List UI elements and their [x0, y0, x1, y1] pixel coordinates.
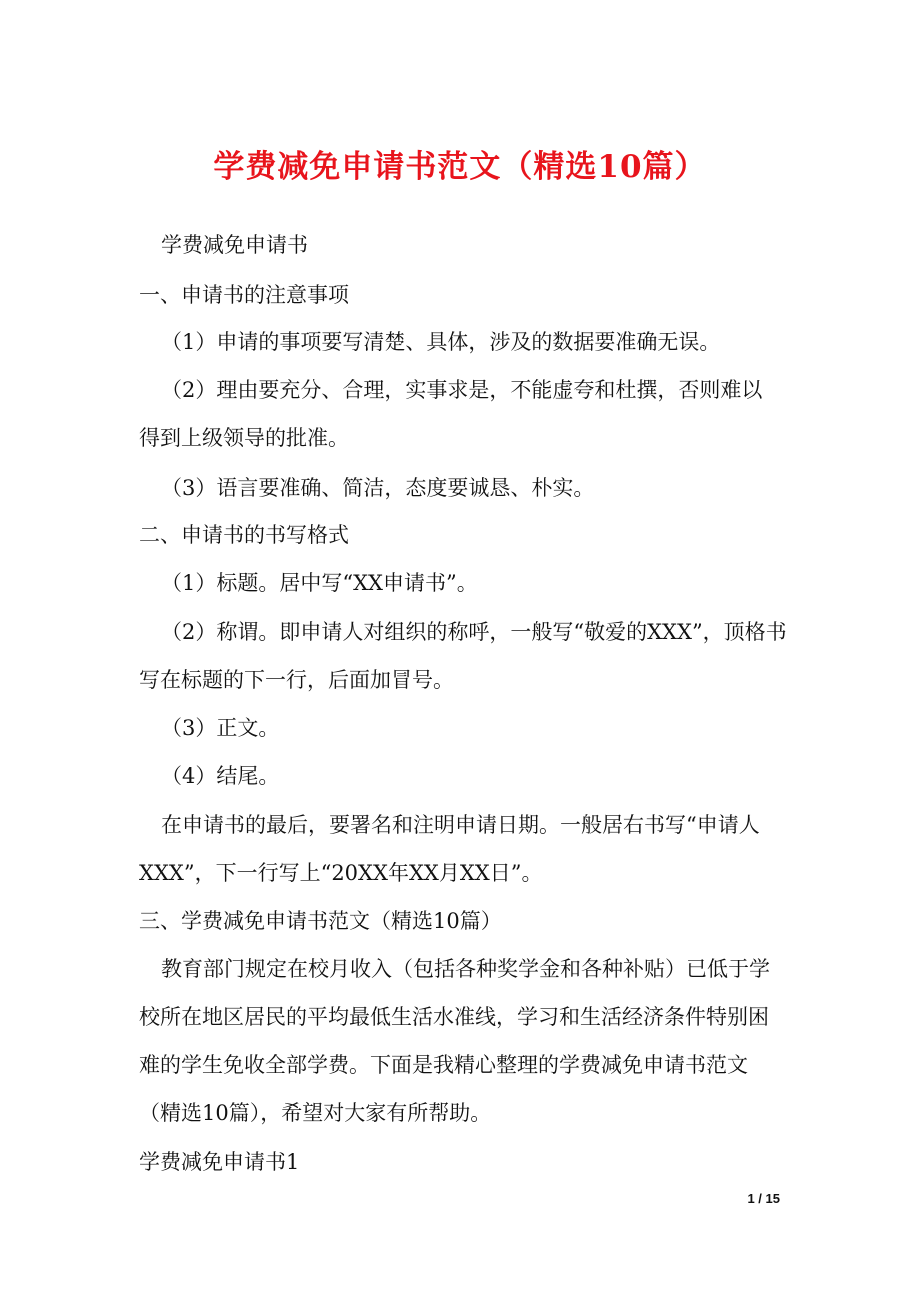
- document-title: 学费减免申请书范文（精选10篇）: [213, 149, 707, 185]
- heading-notes: 一、申请书的注意事项: [139, 283, 349, 307]
- closing-paragraph: 在申请书的最后，要署名和注明申请日期。一般居右书写“申请人: [161, 813, 760, 837]
- closing-paragraph-continued: XXX”，下一行写上“20XX年XX月XX日”。: [139, 861, 543, 885]
- format-item-3: （3）正文。: [161, 716, 280, 740]
- heading-samples: 三、学费减免申请书范文（精选10篇）: [139, 909, 502, 933]
- note-item-2: （2）理由要充分、合理，实事求是，不能虚夸和杜撰，否则难以: [161, 378, 763, 402]
- page-number: 1 / 15: [747, 1191, 780, 1206]
- heading-format: 二、申请书的书写格式: [139, 523, 349, 547]
- note-item-1: （1）申请的事项要写清楚、具体，涉及的数据要准确无误。: [161, 330, 721, 354]
- note-item-2-continued: 得到上级领导的批准。: [139, 426, 349, 450]
- format-item-1: （1）标题。居中写“XX申请书”。: [161, 571, 478, 595]
- sample-heading-1: 学费减免申请书1: [139, 1150, 300, 1174]
- section-heading-application: 学费减免申请书: [161, 233, 308, 257]
- intro-paragraph-line-3: 难的学生免收全部学费。下面是我精心整理的学费减免申请书范文: [139, 1053, 748, 1077]
- intro-paragraph-line-4: （精选10篇），希望对大家有所帮助。: [139, 1101, 492, 1125]
- format-item-4: （4）结尾。: [161, 764, 280, 788]
- note-item-3: （3）语言要准确、简洁，态度要诚恳、朴实。: [161, 476, 595, 500]
- format-item-2-continued: 写在标题的下一行，后面加冒号。: [139, 668, 454, 692]
- intro-paragraph-line-1: 教育部门规定在校月收入（包括各种奖学金和各种补贴）已低于学: [161, 957, 770, 981]
- format-item-2: （2）称谓。即申请人对组织的称呼，一般写“敬爱的XXX”，顶格书: [161, 620, 787, 644]
- intro-paragraph-line-2: 校所在地区居民的平均最低生活水准线，学习和生活经济条件特别困: [139, 1005, 769, 1029]
